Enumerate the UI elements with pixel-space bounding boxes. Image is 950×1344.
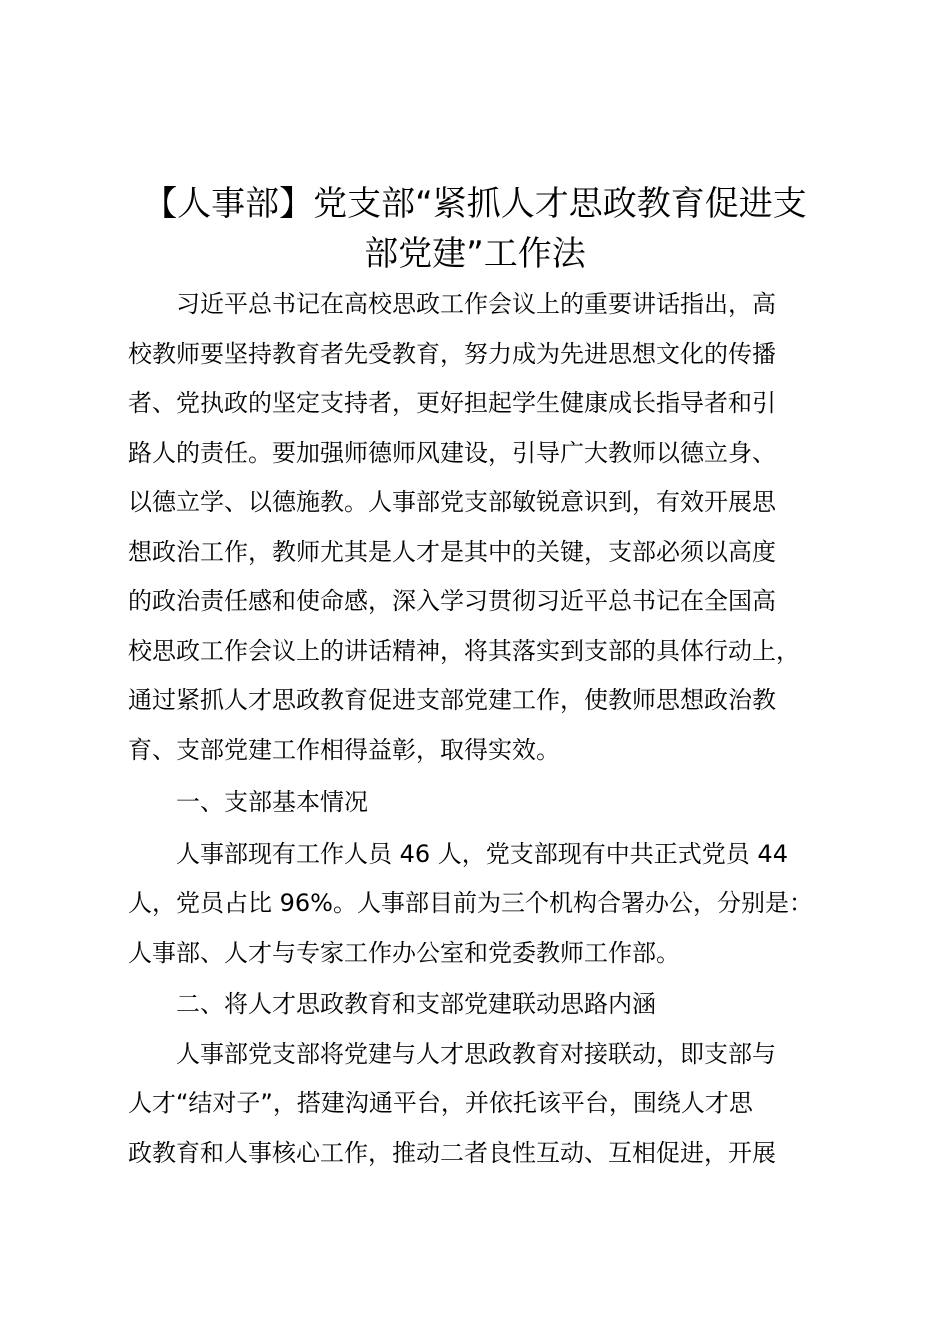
paragraph-2-line-2: 人，党员占比 96%。人事部目前为三个机构合署办公，分别是：: [128, 889, 813, 917]
paragraph-1-line-4: 路人的责任。要加强师德师风建设，引导广大教师以德立身、: [128, 439, 776, 467]
paragraph-1-line-2: 校教师要坚持教育者先受教育，努力成为先进思想文化的传播: [128, 340, 776, 368]
document-title-line-2: 部党建”工作法: [364, 234, 586, 274]
paragraph-2-line-1: 人事部现有工作人员 46 人，党支部现有中共正式党员 44: [176, 840, 788, 868]
paragraph-1-line-8: 校思政工作会议上的讲话精神，将其落实到支部的具体行动上，: [128, 637, 800, 665]
paragraph-3-line-3: 政教育和人事核心工作，推动二者良性互动、互相促进，开展: [128, 1139, 776, 1167]
paragraph-1-line-6: 想政治工作，教师尤其是人才是其中的关键，支部必须以高度: [128, 538, 776, 566]
section-heading-1: 一、支部基本情况: [176, 788, 368, 816]
document-title-line-1: 【人事部】党支部“紧抓人才思政教育促进支: [143, 184, 807, 224]
paragraph-1-line-3: 者、党执政的坚定支持者，更好担起学生健康成长指导者和引: [128, 389, 776, 417]
section-heading-2: 二、将人才思政教育和支部党建联动思路内涵: [176, 990, 656, 1018]
paragraph-2-line-3: 人事部、人才与专家工作办公室和党委教师工作部。: [128, 939, 680, 967]
paragraph-3-line-2: 人才“结对子”，搭建沟通平台，并依托该平台，围绕人才思: [128, 1089, 753, 1117]
paragraph-1-line-5: 以德立学、以德施教。人事部党支部敏锐意识到，有效开展思: [128, 488, 776, 516]
paragraph-3-line-1: 人事部党支部将党建与人才思政教育对接联动，即支部与: [176, 1040, 776, 1068]
paragraph-1-line-7: 的政治责任感和使命感，深入学习贯彻习近平总书记在全国高: [128, 587, 776, 615]
paragraph-1-line-10: 育、支部党建工作相得益彰，取得实效。: [128, 736, 560, 764]
paragraph-1-line-1: 习近平总书记在高校思政工作会议上的重要讲话指出，高: [176, 290, 776, 318]
paragraph-1-line-9: 通过紧抓人才思政教育促进支部党建工作，使教师思想政治教: [128, 686, 776, 714]
